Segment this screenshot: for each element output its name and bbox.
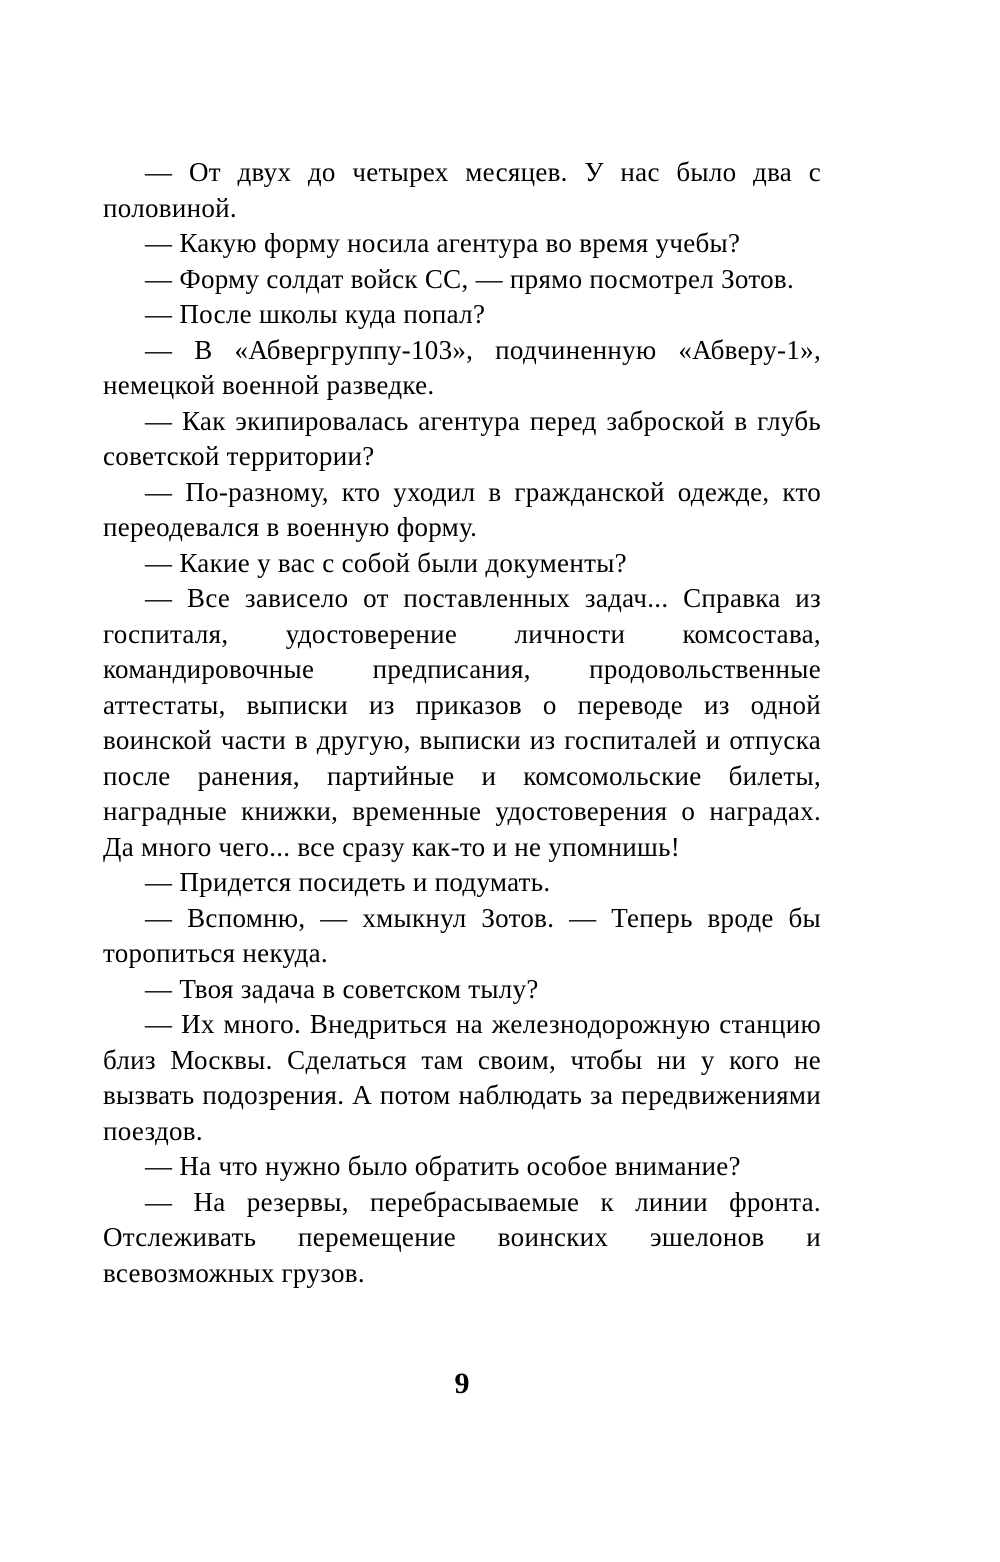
paragraph: — Какие у вас с собой были документы? <box>145 547 627 578</box>
paragraph: — Как экипировалась агентура перед заброской в глубь советской территории? <box>103 405 821 471</box>
paragraph: — Твоя задача в советском тылу? <box>145 973 539 1004</box>
paragraph: — Какую форму носила агентура во время учебы? <box>145 228 741 258</box>
paragraph: — От двух до четырех месяцев. У нас было два с половиной. <box>103 157 821 223</box>
paragraph: — Форму солдат войск СС, — прямо посмотрел Зотов. <box>145 263 795 294</box>
paragraph: — По-разному, кто уходил в гражданской одежде, кто переодевался в военную форму. <box>103 476 821 542</box>
paragraph: — Их много. Внедриться на железнодорожную станцию близ Москвы. Сделаться там своим, чтобы ни у кого не вызвать подозрения. А потом наблюдать за передвижениями поездов. <box>103 1009 821 1146</box>
page-number: 9 <box>454 1367 470 1400</box>
paragraph: — Придется посидеть и подумать. <box>145 867 551 897</box>
paragraph: — На что нужно было обратить особое внимание? <box>145 1151 741 1181</box>
page-text <box>103 155 821 1291</box>
paragraph: — Все зависело от поставленных задач... Справка из госпиталя, удостоверение личности комсостава, командировочные предписания, продовольственные аттестаты, выписки из приказов о переводе из одной воинской части в другую, выписки из госпиталей и отпуска после ранения, партийные и комсомольские билеты, наградные книжки, временные удостоверения о наградах. Да много чего... все сразу как-то и не упомнишь! <box>103 583 821 862</box>
paragraph: — После школы куда попал? <box>145 299 486 329</box>
paragraph: — На резервы, перебрасываемые к линии фронта. Отслеживать перемещение воинских эшелонов и всевозможных грузов. <box>103 1186 821 1288</box>
paragraph: — Вспомню, — хмыкнул Зотов. — Теперь вроде бы торопиться некуда. <box>103 902 821 968</box>
paragraph: — В «Абвергруппу-103», подчиненную «Абверу-1», немецкой военной разведке. <box>103 334 821 400</box>
